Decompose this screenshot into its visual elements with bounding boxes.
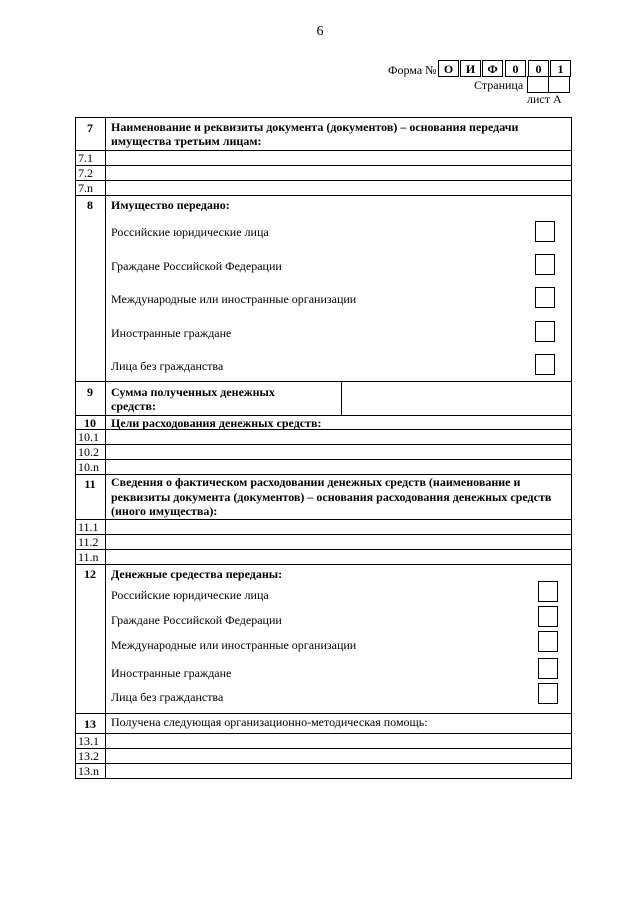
form-code-char[interactable]: 0 [505,60,526,77]
form-code-char[interactable]: И [460,60,481,77]
section-12-checkbox[interactable] [538,581,558,602]
section-9-amount-field[interactable] [343,383,569,413]
section-12-option-label: Российские юридические лица [111,588,269,602]
section-13-row-number: 13.2 [78,749,99,763]
section-11-number: 11 [84,477,96,491]
section-12-number: 12 [84,567,96,581]
section-11-title: Сведения о фактическом расходовании денежных средств (наименование и реквизиты документа (документов) – основания расходования денежных средств (иного имущества): [111,475,552,518]
form-number-label: Форма № [388,63,437,77]
section-8-checkbox[interactable] [535,321,555,342]
section-12-checkbox[interactable] [538,606,558,627]
section-10-title: Цели расходования денежных средств: [111,416,322,430]
section-13-row-number: 13.1 [78,734,99,748]
section-10-row-number: 10.n [78,460,99,474]
section-8-option-label: Граждане Российской Федерации [111,259,282,273]
section-10-row-number: 10.1 [78,430,99,444]
section-12-checkbox[interactable] [538,658,558,679]
section-8-title: Имущество передано: [111,198,230,212]
section-7-title: Наименование и реквизиты документа (документов) – основания передачи имущества третьим лицам: [111,120,519,148]
section-10-number: 10 [84,416,96,430]
section-8-checkbox[interactable] [535,354,555,375]
section-9-title: Сумма полученных денежных средств: [111,385,275,413]
section-11-row-number: 11.2 [78,535,99,549]
section-11-row-number: 11.1 [78,520,99,534]
section-13-number: 13 [84,717,96,731]
section-13-title: Получена следующая организационно-методическая помощь: [111,715,428,729]
section-7-number: 7 [87,121,93,135]
page-field-label: Страница [474,78,524,92]
section-8-checkbox[interactable] [535,221,555,242]
section-13-row-number: 13.n [78,764,99,778]
section-12-title: Денежные средества переданы: [111,567,283,581]
section-12-option-label: Лица без гражданства [111,690,224,704]
section-12-checkbox[interactable] [538,683,558,704]
section-12-option-label: Международные или иностранные организации [111,638,357,652]
section-12-option-label: Иностранные граждане [111,666,232,680]
section-9-number: 9 [87,385,93,399]
form-code-char[interactable]: 0 [528,60,549,77]
section-12-checkbox[interactable] [538,631,558,652]
form-code-char[interactable]: Ф [482,60,503,77]
section-7-row-number: 7.2 [78,166,93,180]
section-10-row-number: 10.2 [78,445,99,459]
section-12-option-label: Граждане Российской Федерации [111,613,282,627]
section-7-row-number: 7.n [78,181,93,195]
page-field-box[interactable] [527,76,549,93]
section-8-option-label: Российские юридические лица [111,225,269,239]
form-code-char[interactable]: О [438,60,459,77]
form-table [75,117,572,779]
section-8-option-label: Лица без гражданства [111,359,224,373]
section-7-row-number: 7.1 [78,151,93,165]
form-code-char[interactable]: 1 [550,60,571,77]
section-8-option-label: Иностранные граждане [111,326,232,340]
section-8-checkbox[interactable] [535,287,555,308]
sheet-label: лист А [527,92,562,106]
section-8-number: 8 [87,198,93,212]
section-11-row-number: 11.n [78,550,99,564]
page-field-box[interactable] [548,76,570,93]
section-8-checkbox[interactable] [535,254,555,275]
page-number: 6 [316,24,324,39]
section-8-option-label: Международные или иностранные организации [111,292,357,306]
